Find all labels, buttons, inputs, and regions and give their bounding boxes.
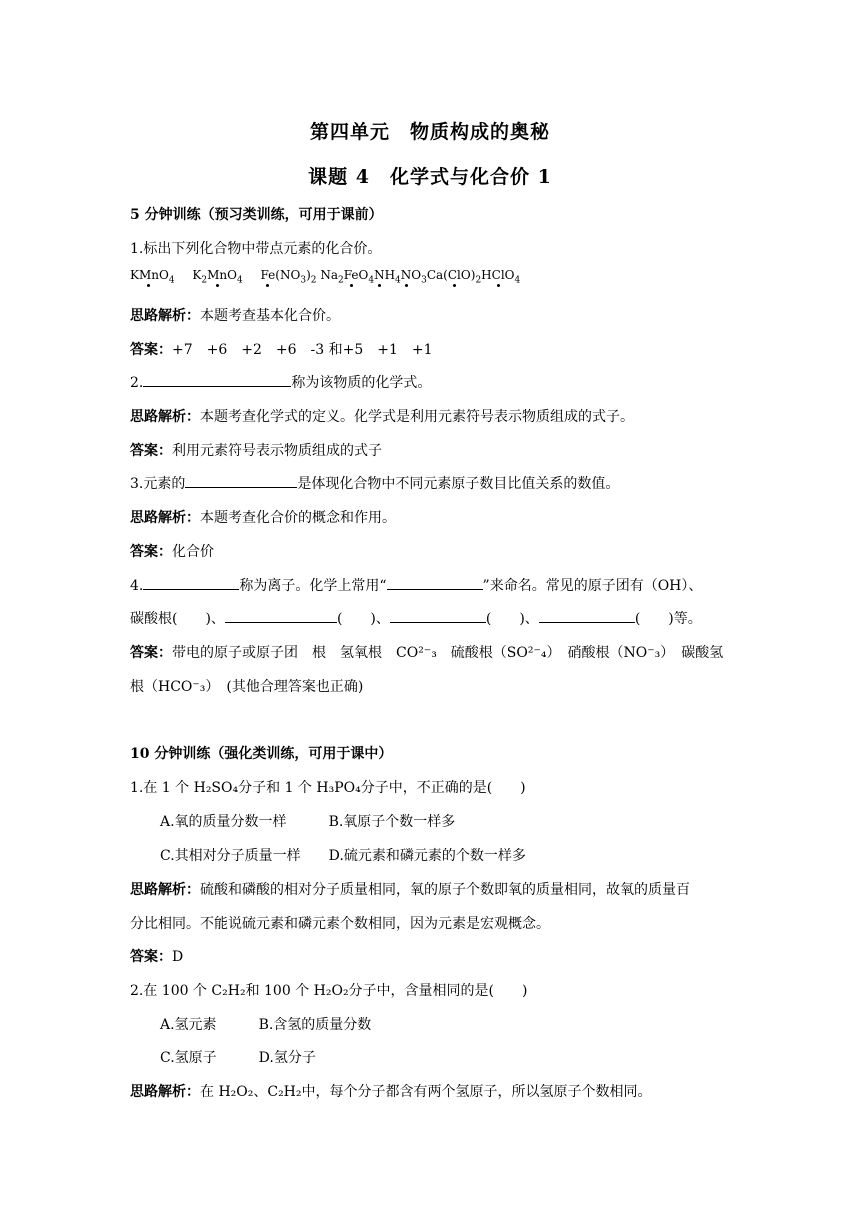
s2-question-2-options-cd [160, 1047, 316, 1067]
s2-question-2-analysis: 思路解析：在 H₂O₂、C₂H₂中，每个分子都含有两个氢原子，所以氢原子个数相同。 [130, 1084, 652, 1100]
unit-title: 第四单元 物质构成的奥秘 [309, 121, 550, 143]
s2-question-1-answer: 答案：D [130, 949, 184, 965]
question-3-answer: 答案：化合价 [130, 544, 214, 560]
question-1-answer: 答案：+7 +6 +2 +6 -3 和+5 +1 +1 [130, 342, 433, 358]
section-heading-10min: 10 分钟训练（强化类训练，可用于课中） [130, 746, 393, 762]
answer-label: 答案： [130, 342, 172, 358]
s2-question-2-options-ab [160, 1014, 371, 1034]
question-2-stem: 2. 称为该物质的化学式。 [130, 372, 431, 392]
question-4-stem-line1: 4. 称为离子。化学上常用“ ”来命名。常见的原子团有（OH）、 [130, 575, 702, 595]
lesson-title: 课题 4 化学式与化合价 1 [308, 166, 552, 188]
option-c[interactable]: C.其相对分子质量一样 [160, 848, 301, 864]
question-3-stem: 3.元素的 是体现化合物中不同元素原子数目比值关系的数值。 [130, 473, 619, 493]
answer-blank [185, 473, 297, 488]
formula-kmno4: KMnO$_4$ [130, 268, 175, 286]
answer-blank [539, 608, 635, 623]
answer-blank [387, 575, 483, 590]
option-b[interactable]: B.含氢的质量分数 [258, 1017, 372, 1033]
question-1-analysis: 思路解析：本题考查基本化合价。 [130, 308, 340, 324]
question-4-stem-line2: 碳酸根( )、 ( )、 ( )、 ( )等。 [130, 608, 702, 628]
answer-blank [390, 608, 486, 623]
s2-question-1-analysis-line1: 思路解析：硫酸和磷酸的相对分子质量相同，氧的原子个数即氧的质量相同，故氧的质量百 [130, 882, 690, 898]
formula-hclo4: HClO$_4$ [481, 268, 521, 286]
question-1-formulas [130, 268, 520, 285]
formula-nh4no3: $NH_4NO_3$ [374, 268, 427, 286]
formula-k2mno4: $K_2MnO_4$ [192, 268, 243, 286]
option-a[interactable]: A.氢元素 [160, 1017, 217, 1033]
question-4-answer-line1: 答案：带电的原子或原子团 根 氢氧根 CO²⁻₃ 硫酸根（SO²⁻₄） 硝酸根（NO⁻₃） 碳酸氢 [130, 645, 724, 661]
formula-feno3-2: $Fe(NO_3)_2$ [260, 268, 317, 286]
option-b[interactable]: B.氧原子个数一样多 [328, 814, 456, 830]
answer-blank [143, 575, 239, 590]
s2-question-2-stem: 2.在 100 个 C₂H₂和 100 个 H₂O₂分子中，含量相同的是( ) [130, 983, 528, 999]
formula-caclo2: $Ca(ClO)_2$ [426, 268, 482, 286]
option-d[interactable]: D.硫元素和磷元素的个数一样多 [328, 848, 526, 864]
answer-blank [225, 608, 337, 623]
question-1-stem: 1.标出下列化合物中带点元素的化合价。 [130, 241, 382, 257]
s2-question-1-options-cd [160, 845, 526, 865]
option-d[interactable]: D.氢分子 [258, 1050, 316, 1066]
answer-blank [143, 372, 291, 387]
option-a[interactable]: A.氧的质量分数一样 [160, 814, 287, 830]
question-4-answer-line2: 根（HCO⁻₃） (其他合理答案也正确) [130, 679, 364, 695]
question-2-analysis: 思路解析：本题考查化学式的定义。化学式是利用元素符号表示物质组成的式子。 [130, 409, 634, 425]
section-heading-5min: 5 分钟训练（预习类训练，可用于课前） [130, 207, 383, 223]
question-3-analysis: 思路解析：本题考查化合价的概念和作用。 [130, 510, 396, 526]
formula-na2feo4: $Na_2FeO_4$ [320, 268, 375, 286]
s2-question-1-options-ab [160, 811, 455, 831]
question-2-answer: 答案：利用元素符号表示物质组成的式子 [130, 443, 382, 459]
option-c[interactable]: C.氢原子 [160, 1050, 217, 1066]
s2-question-1-stem: 1.在 1 个 H₂SO₄分子和 1 个 H₃PO₄分子中，不正确的是( ) [130, 780, 526, 796]
s2-question-1-analysis-line2: 分比相同。不能说硫元素和磷元素个数相同，因为元素是宏观概念。 [130, 916, 550, 932]
analysis-label: 思路解析： [130, 308, 200, 324]
